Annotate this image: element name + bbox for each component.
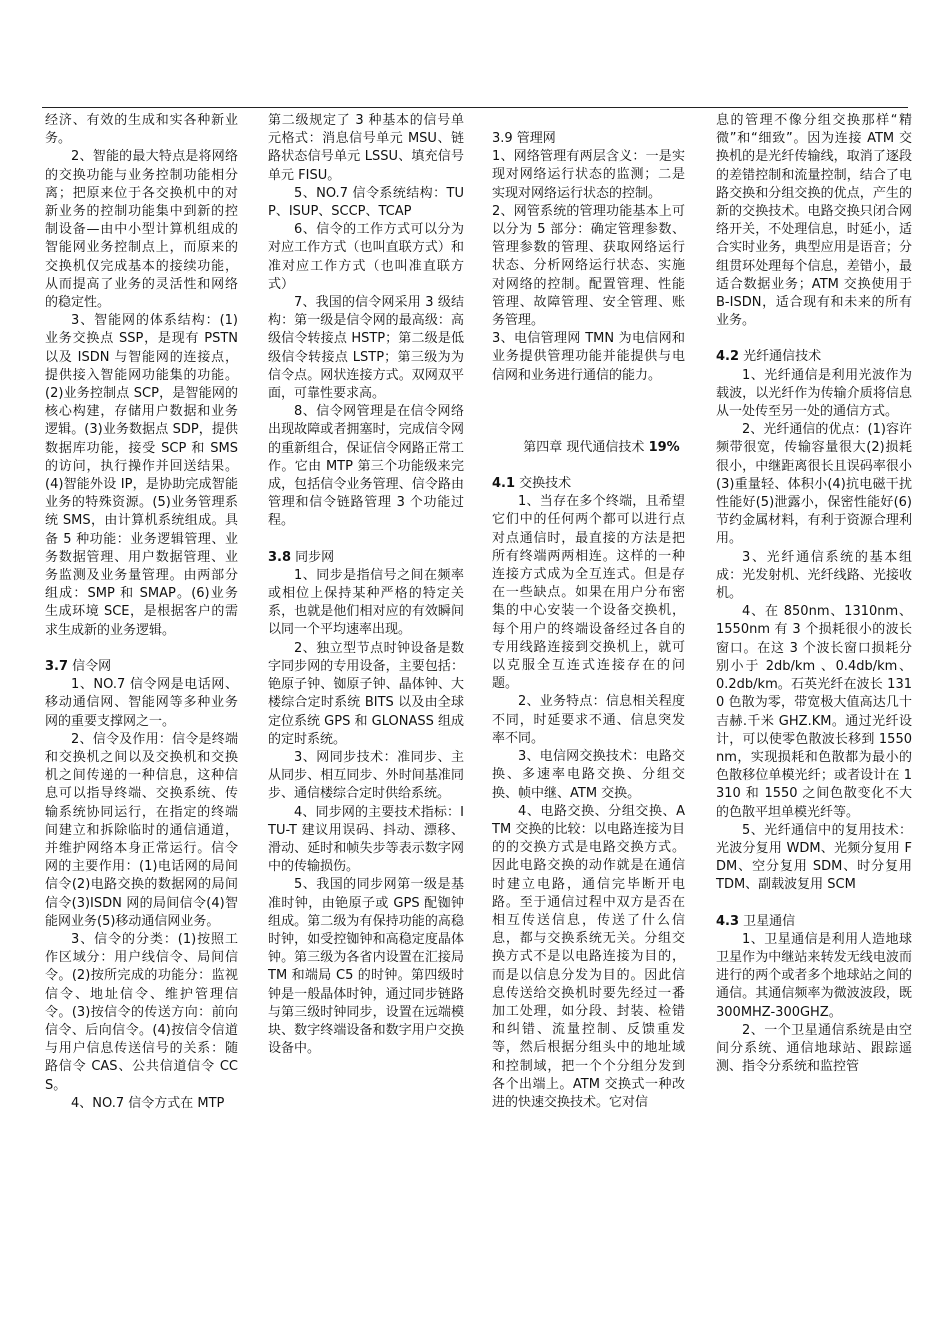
section-title: 交换技术 [515,476,572,492]
section-title: 光纤通信技术 [739,349,822,365]
paragraph: 第二级规定了 3 种基本的信号单元格式：消息信号单元 MSU、链路状态信号单元 LSSU、填充信号单元 FISU。 [268,113,464,183]
paragraph: 3、信令的分类：(1)按照工作区域分：用户线信令、局间信令。(2)按所完成的功能分：监视信令、地址信令、维护管理信令。(3)按信令的传送方向：前向信令、后向信令。(4)按信令信道与用户信息传送信号的关系：随路信令 CAS、公共信道信令 CCS。 [45,931,238,1093]
section-number: 4.2 [716,349,740,365]
paragraph: 8、信令网管理是在信令网络出现故障或者拥塞时，完成信令网的重新组合，保证信令网路正常工作。它由 MTP 第三个功能级来完成，包括信令业务管理、信令路由管理和信令链路管理 3 个功能过程。 [268,404,464,529]
paragraph: 2、独立型节点时钟设备是数字同步网的专用设备，主要包括：铯原子钟、铷原子钟、晶体钟、大楼综合定时系统 BITS 以及由全球定位系统 GPS 和 GLONASS 组成的定时系统。 [268,640,464,747]
paragraph: 5、光纤通信中的复用技术：光波分复用 WDM、光频分复用 FDM、空分复用 SDM、时分复用 TDM、副载波复用 SCM [716,822,912,893]
paragraph: 4、电路交换、分组交换、ATM 交换的比较：以电路连接为目的的交换方式是电路交换方式。因此电路交换的动作就是在通信时建立电路，通信完毕断开电路。至于通信过程中双方是否在相互传送信息，传送了什么信息，都与交换系统无关。分组交换方式不是以电路连接为目的，而是以信息分发为目的。因此信息传送给交换机时要先经过一番加工处理，如分段、封装、检错和纠错、流量控制、反馈重发等，然后根据分组头中的地址域和控制域，把一个个分组分发到各个出端上。ATM 交换式一种改进的快速交换技术。它对信 [492,803,685,1110]
paragraph: 6、信令的工作方式可以分为对应工作方式（也叫直联方式）和准对应工作方式（也叫准直联方式） [268,222,464,292]
paragraph: 3、网同步技术：准同步、主从同步、相互同步、外时间基准同步、通信楼综合定时供给系统。 [268,749,464,802]
chapter-percent: 19% [648,439,680,455]
paragraph: 2、一个卫星通信系统是由空间分系统、通信地球站、跟踪遥测、指令分系统和监控管 [716,1022,912,1075]
section-number: 3.8 [268,549,292,565]
paragraph: 5、NO.7 信令系统结构：TUP、ISUP、SCCP、TCAP [268,185,464,220]
column-1 [45,112,238,1113]
section-heading-4-1 [492,475,685,493]
paragraph: 1、网络管理有两层含义：一是实现对网络运行状态的监测；二是实现对网络运行状态的控制。 [492,149,685,201]
paragraph: 1、NO.7 信令网是电话网、移动通信网、智能网等多种业务网的重要支撑网之一。 [45,677,238,729]
chapter-title [492,439,685,457]
paragraph: 5、我国的同步网第一级是基准时钟，由铯原子或 GPS 配铷钟组成。第二级为有保持功能的高稳时钟，如受控铷钟和高稳定度晶体钟。第三级为各省内设置在汇接局 TM 和端局 C5 的时钟。第四级时钟是一般晶体时钟，通过同步链路与第三级时钟同步，设置在远端模块、数字终端设备和数字用户交换设备中。 [268,877,464,1057]
header-rule [42,107,908,108]
paragraph: 3、光纤通信系统的基本组成：光发射机、光纤线路、光接收机。 [716,549,912,602]
section-number: 4.1 [492,476,516,492]
paragraph: 3、电信管理网 TMN 为电信网和业务提供管理功能并能提供与电信网和业务进行通信的能力。 [492,331,685,383]
column-4 [716,112,912,1076]
paragraph: 1、当存在多个终端，且希望它们中的任何两个都可以进行点对点通信时，最直接的方法是把所有终端两两相连。这样的一种连接方式成为全互连式。但是存在一些缺点。如果在用户分布密集的中心安装一个设备交换机，每个用户的终端设备经过各自的专用线路连接到交换机上，就可以克服全互连式连接存在的问题。 [492,494,685,692]
paragraph: 3、电信网交换技术：电路交换、多速率电路交换、分组交换、帧中继、ATM 交换。 [492,749,685,801]
column-3 [492,112,685,1112]
paragraph: 4、NO.7 信令方式在 MTP [71,1095,225,1111]
section-heading-4-3 [716,913,912,931]
paragraph: 息的管理不像分组交换那样“精微”和“细致”。因为连接 ATM 交换机的是光纤传输线，取消了逐段的差错控制和流量控制，结合了电路交换和分组交换的优点，产生的新的交换技术。电路交换只闭合网络开关，不处理信息，时延小，适合实时业务，典型应用是语音；分组贯环处理每个信息，差错小，最适合数据业务；ATM 交换使用于 B-ISDN，适合现有和未来的所有业务。 [716,113,912,329]
paragraph: 经济、有效的生成和实各种新业务。 [45,113,238,147]
paragraph: 4、在 850nm、1310nm、1550nm 有 3 个损耗很小的波长窗口。在这 3 个波长窗口损耗分别小于 2db/km 、0.4db/km、0.2db/km。石英光纤在波长 1310 色散为零，带宽极大值高达几十吉赫.千米 GHZ.KM。通过光纤设计，可以使零色散波长移到 1550nm，实现损耗和色散都为最小的色散移位单模光纤；或者设计在 1310 和 1550 之间色散变化不大的色散平坦单模光纤等。 [716,604,912,820]
section-title: 同步网 [291,549,335,565]
section-title: 信令网 [68,658,112,674]
section-heading-3-8 [268,549,464,567]
paragraph: 2、光纤通信的优点：(1)容许频带很宽，传输容量很大(2)损耗很小，中继距离很长且误码率很小(3)重量轻、体积小(4)抗电磁干扰性能好(5)泄露小，保密性能好(6)节约金属材料，有利于资源合理利用。 [716,422,912,547]
paragraph: 4、同步网的主要技术指标：ITU-T 建议用误码、抖动、漂移、滑动、延时和帧失步等表示数字网中的传输损伤。 [268,804,464,875]
section-heading-3-7 [45,658,238,676]
paragraph: 1、光纤通信是利用光波作为载波，以光纤作为传输介质将信息从一处传至另一处的通信方式。 [716,367,912,420]
paragraph: 7、我国的信令网采用 3 级结构：第一级是信令网的最高级：高级信令转接点 HSTP；第二级是低级信令转接点 LSTP；第三级为为信令点。网状连接方式。双网双平面，可靠性要求高。 [268,295,464,402]
section-heading-4-2 [716,348,912,366]
section-title: 卫星通信 [739,913,796,929]
paragraph: 1、同步是指信号之间在频率或相位上保持某种严格的特定关系，也就是他们相对应的有效瞬间以同一个平均速率出现。 [268,567,464,638]
section-heading-3-9: 3.9 管理网 [492,131,556,146]
paragraph: 2、业务特点：信息相关程度不同，时延要求不通、信息突发率不同。 [492,694,685,746]
chapter-name: 第四章 现代通信技术 [523,439,649,455]
paragraph: 3、智能网的体系结构：(1)业务交换点 SSP，是现有 PSTN 以及 ISDN 与智能网的连接点，提供接入智能网功能集的功能。(2)业务控制点 SCP，是智能网的核心构建，存储用户数据和业务逻辑。(3)业务数据点 SDP，提供数据库功能，接受 SCP 和 SMS 的访问，执行操作并回送结果。(4)智能外设 IP，是协助完成智能业务的特殊资源。(5)业务管理系统 SMS，由计算机系统组成。具备 5 种功能：业务逻辑管理、业务数据管理、用户数据管理、业务监测及业务量管理。由两部分组成：SMP 和 SMAP。(6)业务生成环境 SCE，是根据客户的需求生成新的业务逻辑。 [45,313,238,638]
section-number: 3.7 [45,658,69,674]
paragraph: 2、信令及作用：信令是终端和交换机之间以及交换机和交换机之间传递的一种信息，这种信息可以指导终端、交换系统、传输系统协同运行，在指定的终端间建立和拆除临时的通信通道，并维护网络本身正常运行。信令网的主要作用：(1)电话网的局间信令(2)电路交换的数据网的局间信令(3)ISDN 网的局间信令(4)智能网业务(5)移动通信网业务。 [45,731,238,929]
section-number: 4.3 [716,913,740,929]
paragraph: 2、智能的最大特点是将网络的交换功能与业务控制功能相分离；把原来位于各交换机中的对新业务的控制功能集中到新的控制设备—由中小型计算机组成的智能网业务控制点上，而原来的交换机仅完成基本的接续功能，从而提高了业务的灵活性和网络的稳定性。 [45,149,238,311]
column-2 [268,112,464,1058]
paragraph: 1、卫星通信是利用人造地球卫星作为中继站来转发无线电波而进行的两个或者多个地球站之间的通信。其通信频率为微波波段，既 300MHZ-300GHZ。 [716,931,912,1020]
paragraph: 2、网管系统的管理功能基本上可以分为 5 部分：确定管理参数、管理参数的管理、获取网络运行状态、分析网络运行状态、实施对网络的控制。配置管理、性能管理、故障管理、安全管理、账务管理。 [492,203,685,329]
